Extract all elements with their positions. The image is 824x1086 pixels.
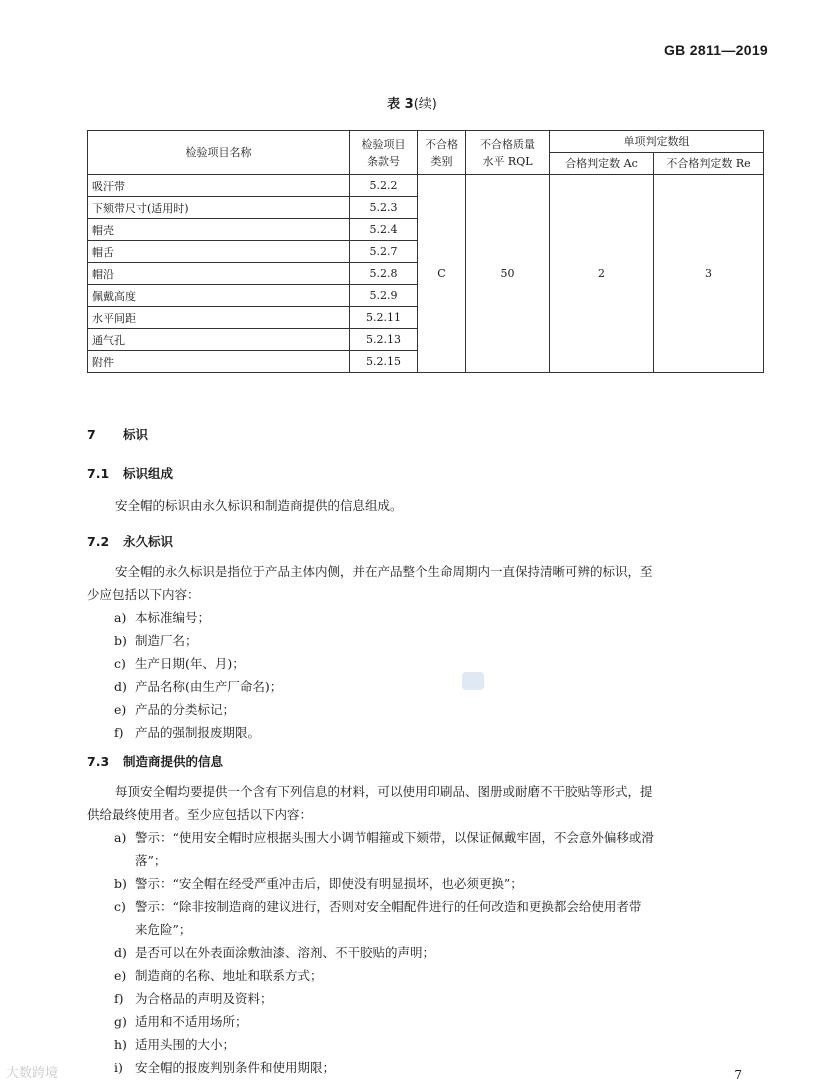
clause-cell: 5.2.4	[350, 219, 418, 241]
list-item	[87, 721, 763, 744]
section-7-3-list	[87, 826, 763, 1079]
list-text: 本标准编号；	[135, 610, 211, 625]
list-text: 为合格品的声明及资料；	[135, 991, 273, 1006]
clause-cell: 5.2.7	[350, 241, 418, 263]
section-title: 标识组成	[123, 466, 174, 481]
item-name-cell: 吸汗带	[88, 175, 350, 197]
category-cell: C	[418, 175, 466, 373]
header-rql-line1: 不合格质量	[480, 137, 535, 151]
table-caption	[0, 93, 824, 112]
item-name-cell: 帽沿	[88, 263, 350, 285]
header-rql	[466, 131, 550, 175]
list-text: 警示：“使用安全帽时应根据头围大小调节帽箍或下颏带，以保证佩戴牢固，不会意外偏移或滑	[135, 830, 654, 845]
section-title: 永久标识	[123, 534, 174, 549]
paragraph-line: 安全帽的永久标识是指位于产品主体内侧，并在产品整个生命周期内一直保持清晰可辨的标识，至	[115, 564, 653, 579]
page-number: 7	[734, 1068, 742, 1082]
list-marker: g)	[114, 1014, 127, 1029]
section-7-heading	[87, 425, 148, 443]
list-text: 生产日期(年、月)；	[135, 656, 245, 671]
header-re: 不合格判定数 Re	[654, 153, 764, 175]
list-marker: e)	[114, 968, 127, 983]
list-item	[87, 1010, 763, 1033]
list-item-continuation	[87, 849, 763, 872]
item-name-cell: 帽壳	[88, 219, 350, 241]
header-rql-line2: 水平 RQL	[482, 154, 533, 168]
list-item	[87, 964, 763, 987]
list-marker: a)	[114, 610, 127, 625]
paragraph-line: 每顶安全帽均要提供一个含有下列信息的材料，可以使用印刷品、图册或耐磨不干胶贴等形式，提	[115, 784, 653, 799]
header-ac: 合格判定数 Ac	[550, 153, 654, 175]
section-title: 标识	[123, 427, 149, 442]
ac-cell: 2	[550, 175, 654, 373]
paragraph-line: 少应包括以下内容：	[87, 587, 200, 602]
clause-cell: 5.2.11	[350, 307, 418, 329]
rql-cell: 50	[466, 175, 550, 373]
list-item	[87, 1033, 763, 1056]
list-marker: d)	[114, 945, 127, 960]
item-name-cell: 水平间距	[88, 307, 350, 329]
clause-cell: 5.2.9	[350, 285, 418, 307]
watermark-logo: 大数跨境	[6, 1066, 59, 1081]
list-text: 警示：“安全帽在经受严重冲击后，即使没有明显损坏，也必须更换”；	[135, 876, 523, 891]
list-marker: f)	[114, 725, 124, 740]
section-7-1-paragraph	[87, 494, 763, 517]
section-title: 制造商提供的信息	[123, 754, 224, 769]
list-item	[87, 698, 763, 721]
list-item	[87, 941, 763, 964]
list-marker: a)	[114, 830, 127, 845]
item-name-cell: 佩戴高度	[88, 285, 350, 307]
list-item	[87, 1056, 763, 1079]
table-caption-cont: (续)	[413, 97, 437, 112]
list-text: 制造商的名称、地址和联系方式；	[135, 968, 323, 983]
list-text: 适用头围的大小；	[135, 1037, 236, 1052]
clause-cell: 5.2.8	[350, 263, 418, 285]
section-number: 7	[87, 427, 96, 442]
list-item	[87, 606, 763, 629]
list-item	[87, 652, 763, 675]
item-name-cell: 帽舌	[88, 241, 350, 263]
header-category-line1: 不合格	[425, 137, 458, 151]
list-item	[87, 675, 763, 698]
clause-cell: 5.2.2	[350, 175, 418, 197]
list-text: 来危险”；	[135, 922, 192, 937]
clause-cell: 5.2.15	[350, 351, 418, 373]
section-7-3-paragraph	[87, 780, 763, 826]
list-marker: i)	[114, 1060, 123, 1075]
list-text: 产品的强制报废期限。	[135, 725, 261, 740]
list-item	[87, 987, 763, 1010]
list-text: 警示：“除非按制造商的建议进行，否则对安全帽配件进行的任何改造和更换都会给使用者带	[135, 899, 642, 914]
section-number: 7.2	[87, 534, 110, 549]
list-marker: c)	[114, 899, 126, 914]
list-text: 制造厂名；	[135, 633, 198, 648]
header-item-name: 检验项目名称	[88, 131, 350, 175]
list-marker: b)	[114, 876, 127, 891]
item-name-cell: 下颏带尺寸(适用时)	[88, 197, 350, 219]
section-number: 7.1	[87, 466, 110, 481]
list-text: 产品名称(由生产厂命名)；	[135, 679, 283, 694]
re-cell: 3	[654, 175, 764, 373]
list-text: 安全帽的报废判别条件和使用期限；	[135, 1060, 336, 1075]
clause-cell: 5.2.3	[350, 197, 418, 219]
section-7-2-list	[87, 606, 763, 744]
paragraph-line: 供给最终使用者。至少应包括以下内容：	[87, 807, 313, 822]
item-name-cell: 附件	[88, 351, 350, 373]
watermark-badge-icon	[462, 672, 484, 690]
list-item	[87, 895, 763, 918]
section-7-3-heading	[87, 752, 223, 770]
header-category-line2: 类别	[430, 154, 453, 168]
list-marker: f)	[114, 991, 124, 1006]
table-row	[88, 175, 764, 197]
item-name-cell: 通气孔	[88, 329, 350, 351]
list-text: 是否可以在外表面涂敷油漆、溶剂、不干胶贴的声明；	[135, 945, 436, 960]
list-marker: d)	[114, 679, 127, 694]
inspection-table	[87, 130, 764, 373]
list-text: 产品的分类标记；	[135, 702, 236, 717]
header-group: 单项判定数组	[550, 131, 764, 153]
list-marker: h)	[114, 1037, 127, 1052]
list-marker: b)	[114, 633, 127, 648]
header-clause-line1: 检验项目	[361, 137, 406, 151]
standard-code: GB 2811—2019	[663, 42, 768, 58]
list-marker: c)	[114, 656, 126, 671]
list-marker: e)	[114, 702, 127, 717]
section-7-2-heading	[87, 532, 173, 550]
header-category	[418, 131, 466, 175]
list-item	[87, 872, 763, 895]
clause-cell: 5.2.13	[350, 329, 418, 351]
header-clause	[350, 131, 418, 175]
paragraph-line: 安全帽的标识由永久标识和制造商提供的信息组成。	[115, 498, 403, 513]
list-item-continuation	[87, 918, 763, 941]
section-7-2-paragraph	[87, 560, 763, 606]
list-text: 落”；	[135, 853, 167, 868]
list-text: 适用和不适用场所；	[135, 1014, 248, 1029]
section-7-1-heading	[87, 464, 173, 482]
table-caption-main: 表 3	[387, 97, 414, 112]
list-item	[87, 826, 763, 849]
list-item	[87, 629, 763, 652]
header-clause-line2: 条款号	[367, 154, 400, 168]
section-number: 7.3	[87, 754, 110, 769]
